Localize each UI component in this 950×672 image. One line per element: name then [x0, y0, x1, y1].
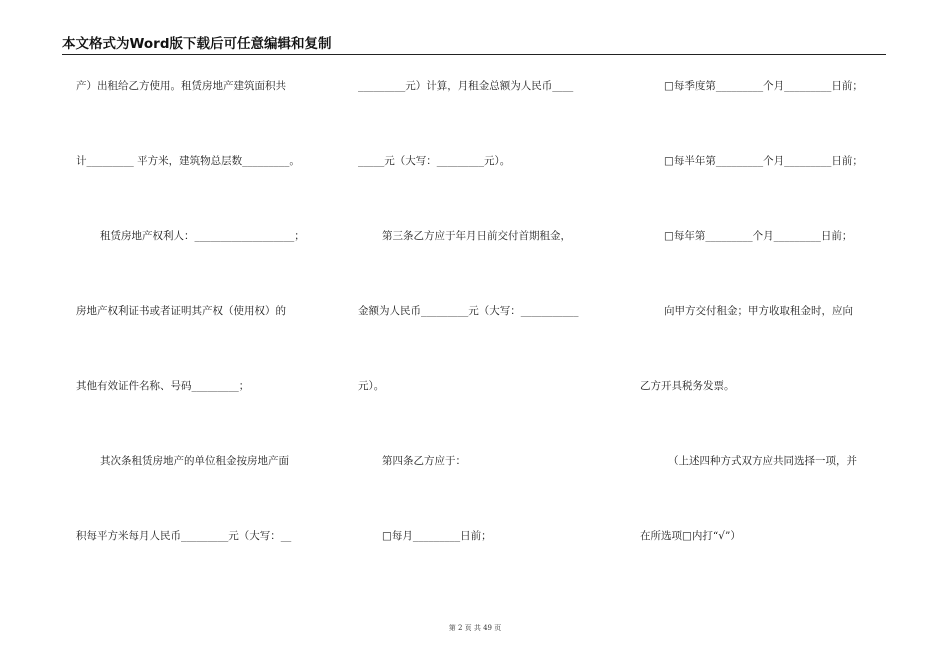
text-line: 第三条乙方应于年月日前交付首期租金，	[382, 230, 571, 242]
text-line: _____元（大写：_________元）。	[358, 155, 511, 167]
text-line: 在所选项□内打“√”）	[640, 530, 741, 542]
text-line: 金额为人民币_________元（大写：___________	[358, 305, 579, 317]
header-title: 本文格式为Word版下载后可任意编辑和复制	[62, 36, 332, 52]
text-line: 第四条乙方应于：	[382, 455, 466, 467]
text-line: □每季度第_________个月_________日前；	[664, 80, 863, 92]
text-line: 计_________ 平方米，建筑物总层数_________。	[76, 155, 300, 167]
text-column-1	[76, 0, 328, 672]
text-column-2	[358, 0, 610, 672]
text-line: □每半年第_________个月_________日前；	[664, 155, 863, 167]
text-line: 乙方开具税务发票。	[640, 380, 735, 392]
text-line: □每月_________日前；	[382, 530, 492, 542]
text-line: _________元）计算，月租金总额为人民币____	[358, 80, 574, 92]
text-line: □每年第_________个月_________日前；	[664, 230, 853, 242]
text-line: 向甲方交付租金；甲方收取租金时，应向	[664, 305, 853, 317]
text-column-3	[640, 0, 890, 672]
text-line: 积每平方米每月人民币_________元（大写：__	[76, 530, 292, 542]
text-line: 元）。	[358, 380, 385, 392]
page-number-footer: 第 2 页 共 49 页	[448, 624, 502, 632]
text-line: 房地产权利证书或者证明其产权（使用权）的	[76, 305, 286, 317]
text-line: 其他有效证件名称、号码_________；	[76, 380, 250, 392]
text-line: （上述四种方式双方应共同选择一项，并	[668, 455, 857, 467]
text-line: 产）出租给乙方使用。租赁房地产建筑面积共	[76, 80, 286, 92]
text-line: 租赁房地产权利人：___________________；	[100, 230, 305, 242]
text-line: 其次条租赁房地产的单位租金按房地产面	[100, 455, 289, 467]
